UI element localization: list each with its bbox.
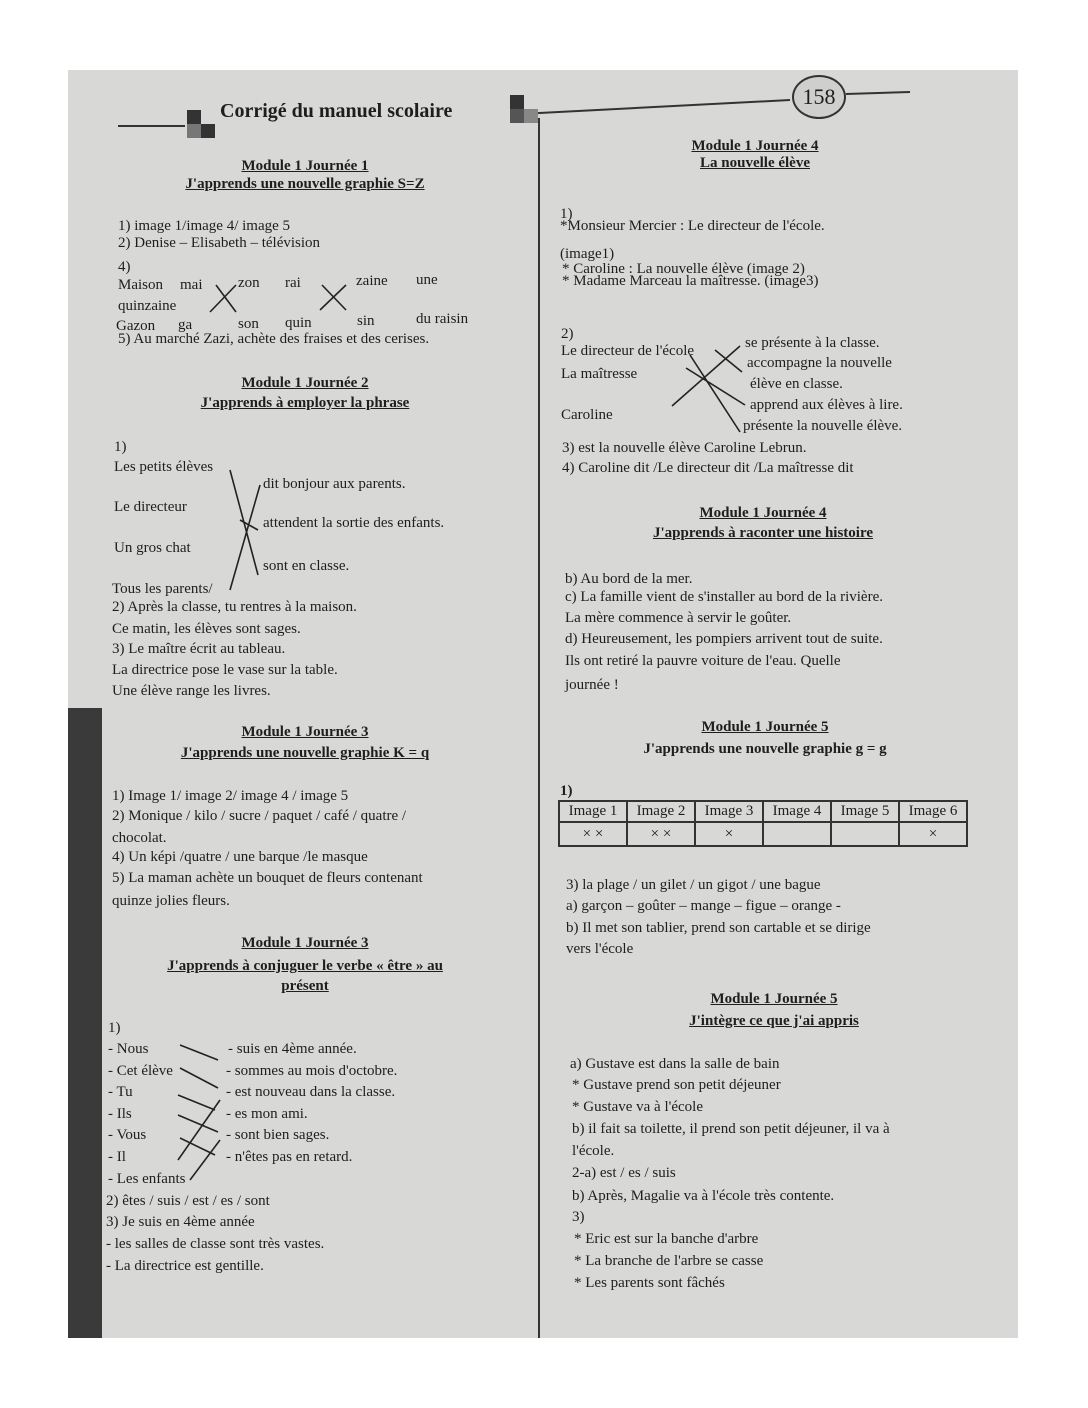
match-word: - Il bbox=[108, 1149, 126, 1165]
match-word: attendent la sortie des enfants. bbox=[263, 515, 445, 531]
answer-line: (image1) bbox=[560, 246, 615, 262]
answer-line: b) Au bord de la mer. bbox=[565, 571, 693, 587]
answer-line: 2) bbox=[561, 326, 574, 342]
answer-line: a) garçon – goûter – mange – figue – orange - bbox=[566, 898, 841, 914]
answer-line: b) Après, Magalie va à l'école très contente. bbox=[572, 1188, 835, 1204]
answer-line: b) il fait sa toilette, il prend son petit déjeuner, il va à bbox=[572, 1121, 890, 1137]
match-word: - est nouveau dans la classe. bbox=[226, 1084, 396, 1100]
answer-line: * Madame Marceau la maîtresse. (image3) bbox=[562, 273, 819, 289]
section-title: J'apprends à employer la phrase bbox=[200, 395, 410, 411]
answer-line: *Monsieur Mercier : Le directeur de l'école. bbox=[560, 218, 825, 234]
answer-line: vers l'école bbox=[566, 941, 634, 957]
match-word: dit bonjour aux parents. bbox=[263, 476, 406, 492]
answer-line: 2) Denise – Elisabeth – télévision bbox=[118, 235, 321, 251]
table-header: Image 1 bbox=[559, 801, 627, 822]
match-word: Caroline bbox=[561, 407, 613, 423]
answer-line: 1) bbox=[560, 206, 573, 222]
match-word: son bbox=[238, 316, 259, 332]
section-heading: Module 1 Journée 1 bbox=[241, 158, 369, 174]
table-header: Image 3 bbox=[695, 801, 763, 822]
match-word: - sommes au mois d'octobre. bbox=[226, 1063, 398, 1079]
table-header: Image 5 bbox=[831, 801, 899, 822]
match-word: sin bbox=[357, 313, 375, 329]
answer-line: 1) bbox=[560, 783, 573, 799]
match-word: se présente à la classe. bbox=[745, 335, 880, 351]
match-word: - Ils bbox=[108, 1106, 132, 1122]
page-number: 158 bbox=[792, 75, 846, 119]
answer-line: 3) Je suis en 4ème année bbox=[106, 1214, 255, 1230]
table-header: Image 2 bbox=[627, 801, 695, 822]
match-word: - Les enfants bbox=[108, 1171, 186, 1187]
image-table bbox=[558, 800, 968, 847]
table-cell: × bbox=[695, 822, 763, 846]
answer-line: Une élève range les livres. bbox=[112, 683, 271, 699]
answer-line: 4) bbox=[118, 259, 131, 275]
page-title: Corrigé du manuel scolaire bbox=[220, 100, 453, 122]
match-word: présente la nouvelle élève. bbox=[743, 418, 903, 434]
answer-line: 4) Caroline dit /Le directeur dit /La maîtresse dit bbox=[562, 460, 854, 476]
answer-line: quinze jolies fleurs. bbox=[112, 893, 230, 909]
section-heading: Module 1 Journée 5 bbox=[701, 719, 829, 735]
answer-line: b) Il met son tablier, prend son cartable et se dirige bbox=[566, 920, 871, 936]
match-word: - n'êtes pas en retard. bbox=[226, 1149, 353, 1165]
match-word: ga bbox=[178, 317, 193, 333]
section-heading: Module 1 Journée 3 bbox=[241, 724, 369, 740]
answer-line: 5) Au marché Zazi, achète des fraises et des cerises. bbox=[118, 331, 430, 347]
answer-line: d) Heureusement, les pompiers arrivent tout de suite. bbox=[565, 631, 883, 647]
match-word: - Vous bbox=[108, 1127, 147, 1143]
match-word: La maîtresse bbox=[561, 366, 638, 382]
table-cell: × × bbox=[627, 822, 695, 846]
match-word: du raisin bbox=[416, 311, 469, 327]
answer-line: 5) La maman achète un bouquet de fleurs contenant bbox=[112, 870, 423, 886]
table-header: Image 6 bbox=[899, 801, 967, 822]
table-cell bbox=[831, 822, 899, 846]
match-word: quinzaine bbox=[118, 298, 177, 314]
match-word: sont en classe. bbox=[263, 558, 350, 574]
match-word: une bbox=[416, 272, 438, 288]
answer-line: journée ! bbox=[565, 677, 619, 693]
match-word: Tous les parents/ bbox=[112, 581, 213, 597]
match-word: Gazon bbox=[116, 318, 156, 334]
match-word: Le directeur de l'école bbox=[561, 343, 695, 359]
answer-line: l'école. bbox=[572, 1143, 615, 1159]
answer-line: chocolat. bbox=[112, 830, 167, 846]
match-word: rai bbox=[285, 275, 301, 291]
answer-line: * Eric est sur la banche d'arbre bbox=[574, 1231, 759, 1247]
section-title: J'apprends une nouvelle graphie K = q bbox=[180, 745, 430, 761]
section-title: présent bbox=[281, 978, 329, 994]
answer-line: Ce matin, les élèves sont sages. bbox=[112, 621, 301, 637]
table-cell: × bbox=[899, 822, 967, 846]
match-word: - suis en 4ème année. bbox=[228, 1041, 357, 1057]
match-word: apprend aux élèves à lire. bbox=[750, 397, 903, 413]
section-title: J'apprends à raconter une histoire bbox=[652, 525, 874, 541]
match-word: zaine bbox=[356, 273, 388, 289]
match-word: - sont bien sages. bbox=[226, 1127, 330, 1143]
answer-line: a) Gustave est dans la salle de bain bbox=[570, 1056, 780, 1072]
section-heading: Module 1 Journée 5 bbox=[710, 991, 838, 1007]
answer-line: 3) bbox=[572, 1209, 585, 1225]
match-word: accompagne la nouvelle bbox=[747, 355, 892, 371]
answer-line: c) La famille vient de s'installer au bord de la rivière. bbox=[565, 589, 883, 605]
section-title: J'apprends une nouvelle graphie g = g bbox=[643, 741, 887, 757]
match-word: zon bbox=[238, 275, 260, 291]
section-heading: Module 1 Journée 4 bbox=[699, 505, 827, 521]
section-title: La nouvelle élève bbox=[700, 155, 810, 171]
match-word: Maison bbox=[118, 277, 163, 293]
section-heading: Module 1 Journée 3 bbox=[241, 935, 369, 951]
answer-line: 2) Après la classe, tu rentres à la maison. bbox=[112, 599, 357, 615]
answer-line: 2-a) est / es / suis bbox=[572, 1165, 676, 1181]
answer-line: * Caroline : La nouvelle élève (image 2) bbox=[562, 261, 805, 277]
answer-line: * Les parents sont fâchés bbox=[574, 1275, 725, 1291]
answer-line: La mère commence à servir le goûter. bbox=[565, 610, 792, 626]
answer-line: 1) bbox=[108, 1020, 121, 1036]
answer-line: 1) image 1/image 4/ image 5 bbox=[118, 218, 291, 234]
answer-line: 1) Image 1/ image 2/ image 4 / image 5 bbox=[112, 788, 349, 804]
match-word: Le directeur bbox=[114, 499, 187, 515]
answer-line: 2) Monique / kilo / sucre / paquet / café / quatre / bbox=[112, 808, 407, 824]
answer-line: 3) Le maître écrit au tableau. bbox=[112, 641, 286, 657]
answer-line: Ils ont retiré la pauvre voiture de l'eau. Quelle bbox=[565, 653, 841, 669]
answer-line: 3) la plage / un gilet / un gigot / une bague bbox=[566, 877, 821, 893]
match-word: - es mon ami. bbox=[226, 1106, 308, 1122]
answer-line: 2) êtes / suis / est / es / sont bbox=[106, 1193, 270, 1209]
match-word: quin bbox=[285, 315, 312, 331]
match-word: - Cet élève bbox=[108, 1063, 173, 1079]
match-word: - Nous bbox=[108, 1041, 149, 1057]
match-word: Les petits élèves bbox=[114, 459, 214, 475]
table-cell bbox=[763, 822, 831, 846]
answer-line: * Gustave va à l'école bbox=[572, 1099, 703, 1115]
table-cell: × × bbox=[559, 822, 627, 846]
match-word: - Tu bbox=[108, 1084, 133, 1100]
table-header: Image 4 bbox=[763, 801, 831, 822]
section-heading: Module 1 Journée 2 bbox=[241, 375, 369, 391]
answer-line: 3) est la nouvelle élève Caroline Lebrun. bbox=[562, 440, 807, 456]
match-word: mai bbox=[180, 277, 203, 293]
answer-line: * Gustave prend son petit déjeuner bbox=[572, 1077, 781, 1093]
answer-line: - les salles de classe sont très vastes. bbox=[106, 1236, 325, 1252]
section-title: J'apprends à conjuguer le verbe « être » au bbox=[167, 958, 443, 974]
answer-line: 4) Un képi /quatre / une barque /le masque bbox=[112, 849, 368, 865]
section-title: J'intègre ce que j'ai appris bbox=[689, 1013, 859, 1029]
answer-line: La directrice pose le vase sur la table. bbox=[112, 662, 338, 678]
section-heading: Module 1 Journée 4 bbox=[691, 138, 819, 154]
answer-line: * La branche de l'arbre se casse bbox=[574, 1253, 764, 1269]
answer-line: 1) bbox=[114, 439, 127, 455]
answer-line: - La directrice est gentille. bbox=[106, 1258, 264, 1274]
match-word: Un gros chat bbox=[114, 540, 191, 556]
match-word: élève en classe. bbox=[750, 376, 843, 392]
section-title: J'apprends une nouvelle graphie S=Z bbox=[185, 176, 425, 192]
